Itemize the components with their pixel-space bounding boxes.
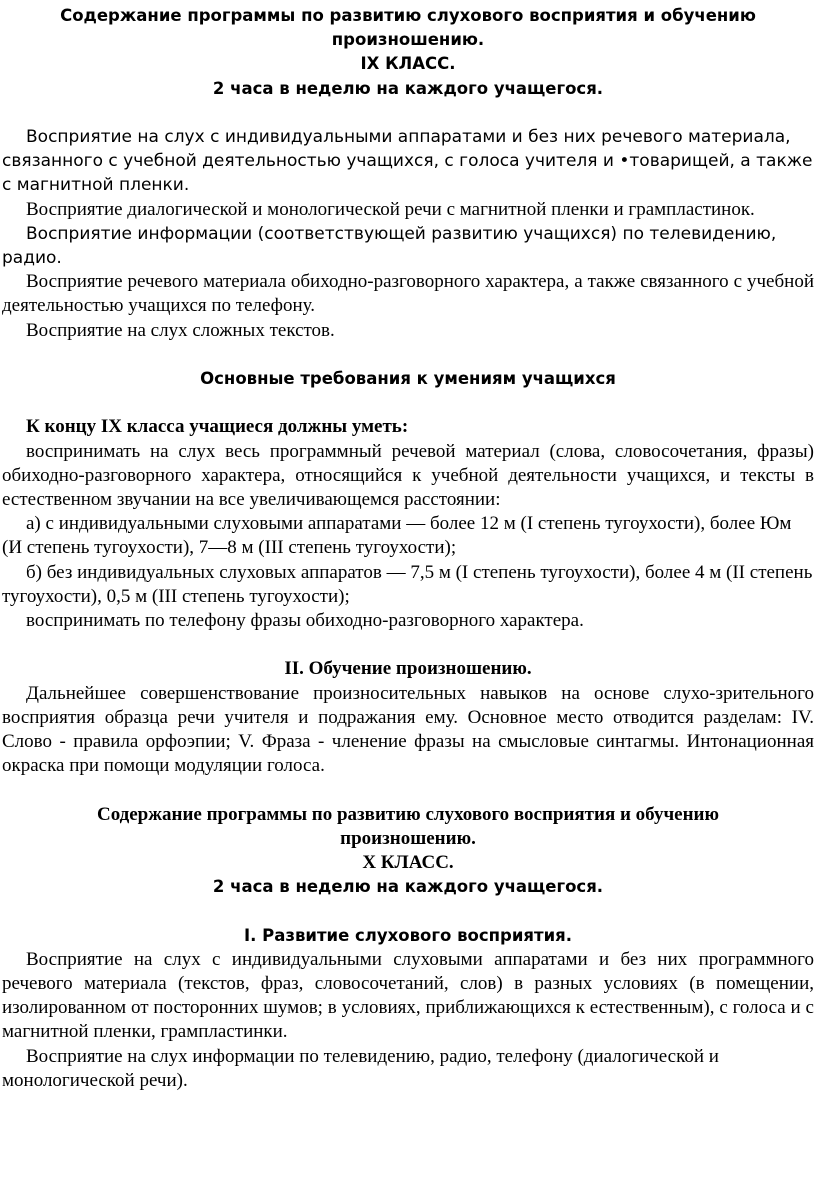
section9-paragraph-2: Восприятие диалогической и монологической речи с магнитной пленки и грампластинок. xyxy=(26,198,755,220)
requirement-item-2: воспринимать по телефону фразы обиходно-разговорного характера. xyxy=(26,610,584,632)
section10-title xyxy=(2,803,814,900)
pronunciation-heading: II. Обучение произношению. xyxy=(284,658,532,680)
section10-grade: X КЛАСС. xyxy=(362,852,454,874)
section9-hours: 2 часа в неделю на каждого учащегося. xyxy=(212,78,604,98)
section10-paragraph-2: Восприятие на слух информации по телевидению, радио, телефону (диалогической и монологической речи). xyxy=(2,1045,719,1091)
pronunciation-paragraph: Дальнейшее совершенствование произносительных навыков на основе слухо-зрительного восприятия образца речи учителя и подражания ему. Основное место отводится разделам: IV. Слово - правила орфоэпии; V. Фраза - членение фразы на смысловые синтагмы. Интонационная окраска при помощи модуляции голоса. xyxy=(2,682,814,777)
section9-title-line1: Содержание программы по развитию слухового восприятия и обучению xyxy=(60,6,756,25)
section9-paragraph-1: Восприятие на слух с индивидуальными аппаратами и без них речевого материала, связанного с учебной деятельностью учащихся, с голоса учителя и •товарищей, а также с магнитной пленки. xyxy=(2,127,813,196)
section10-dev-heading: I. Развитие слухового восприятия. xyxy=(243,925,573,945)
requirement-item-a: а) с индивидуальными слуховыми аппаратами — более 12 м (I степень тугоухости), более Юм (И степень тугоухости), 7—8 м (III степень тугоухости); xyxy=(2,513,792,559)
section9-paragraph-5: Восприятие на слух сложных текстов. xyxy=(26,319,335,341)
requirements-subheading: К концу IX класса учащиеся должны уметь: xyxy=(26,416,409,438)
section9-paragraph-4: Восприятие речевого материала обиходно-разговорного характера, а также связанного с учебной деятельностью учащихся по телефону. xyxy=(2,271,814,317)
section10-hours: 2 часа в неделю на каждого учащегося. xyxy=(212,877,604,897)
section10-paragraph-1: Восприятие на слух с индивидуальными слуховыми аппаратами и без них программного речевого материала (текстов, фраз, словосочетаний, слов) в разных условиях (в помещении, изолированном от посторонних шумов; в условиях, приближающихся к естественным), с голоса и с магнитной пленки, грампластинки. xyxy=(2,948,814,1043)
requirements-heading: Основные требования к умениям учащихся xyxy=(200,369,616,389)
requirement-item-1: воспринимать на слух весь программный речевой материал (слова, словосочетания, фразы) обиходно-разговорного характера, относящийся к учебной деятельности учащихся, и тексты в естественном звучании на все увеличивающемся расстоянии: xyxy=(2,440,814,511)
section9-title-line2: произношению. xyxy=(331,30,485,50)
section9-paragraph-3: Восприятие информации (соответствующей развитию учащихся) по телевидению, радио. xyxy=(2,223,777,269)
section10-title-line1: Содержание программы по развитию слухового восприятия и обучению xyxy=(96,803,720,825)
section9-title xyxy=(2,4,814,101)
section10-title-line2: произношению. xyxy=(340,827,476,849)
requirement-item-b: б) без индивидуальных слуховых аппаратов — 7,5 м (I степень тугоухости), более 4 м (II степень тугоухости), 0,5 м (III степень тугоухости); xyxy=(2,561,813,607)
section9-grade: IX КЛАСС. xyxy=(360,54,456,74)
